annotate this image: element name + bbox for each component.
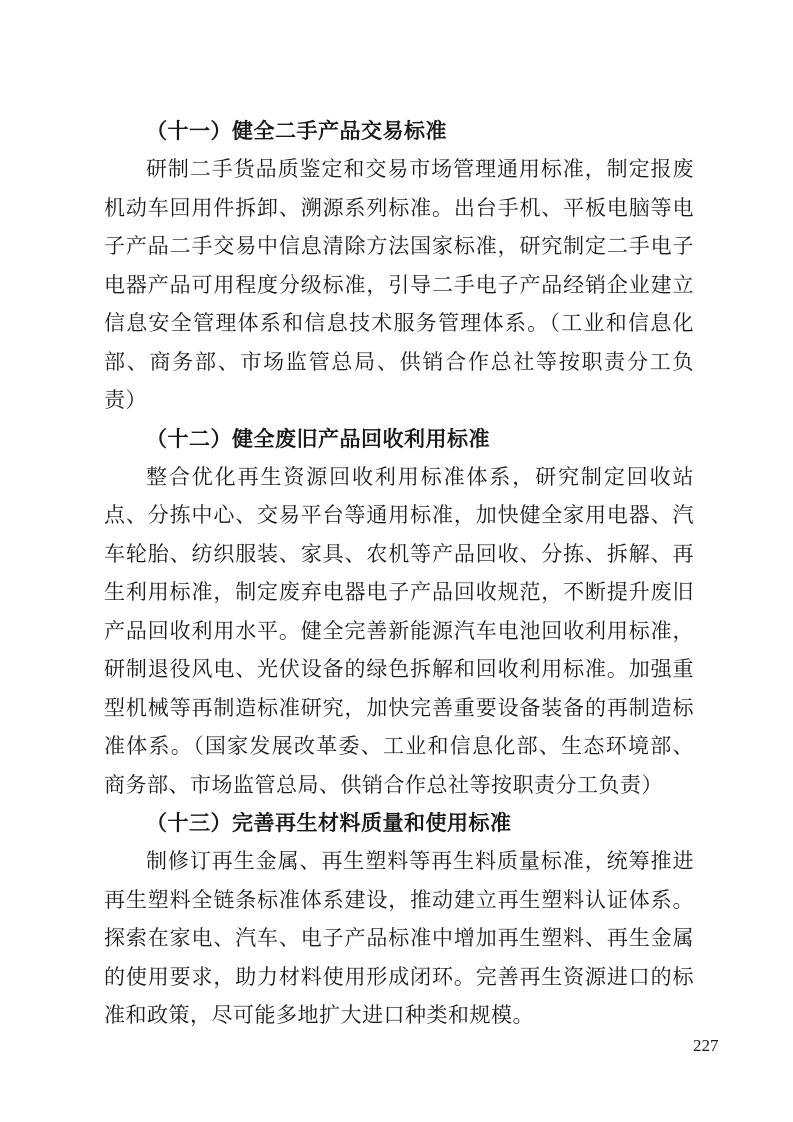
section-paragraph: 研制二手货品质鉴定和交易市场管理通用标准，制定报废机动车回用件拆卸、溯源系列标准。出台手机、平板电脑等电子产品二手交易中信息清除方法国家标准，研究制定二手电子电器产品可用程度分级标准，引导二手电子产品经销企业建立信息安全管理体系和信息技术服务管理体系。（工业和信息化部、商务部、市场监管总局、供销合作总社等按职责分工负责）	[104, 157, 694, 412]
document-page	[104, 112, 694, 1035]
section-paragraph: 制修订再生金属、再生塑料等再生料质量标准，统筹推进再生塑料全链条标准体系建设，推动建立再生塑料认证体系。探索在家电、汽车、电子产品标准中增加再生塑料、再生金属的使用要求，助力材料使用形成闭环。完善再生资源进口的标准和政策，尽可能多地扩大进口种类和规模。	[104, 849, 694, 1027]
section-heading: （十二）健全废旧产品回收利用标准	[146, 426, 490, 451]
section-paragraph: 整合优化再生资源回收利用标准体系，研究制定回收站点、分拣中心、交易平台等通用标准，加快健全家用电器、汽车轮胎、纺织服装、家具、农机等产品回收、分拣、拆解、再生利用标准，制定废弃电器电子产品回收规范，不断提升废旧产品回收利用水平。健全完善新能源汽车电池回收利用标准，研制退役风电、光伏设备的绿色拆解和回收利用标准。加强重型机械等再制造标准研究，加快完善重要设备装备的再制造标准体系。（国家发展改革委、工业和信息化部、生态环境部、商务部、市场监管总局、供销合作总社等按职责分工负责）	[104, 464, 694, 797]
section-heading: （十一）健全二手产品交易标准	[146, 119, 447, 143]
section-heading: （十三）完善再生材料质量和使用标准	[146, 811, 512, 835]
page-number: 227	[693, 1036, 719, 1055]
